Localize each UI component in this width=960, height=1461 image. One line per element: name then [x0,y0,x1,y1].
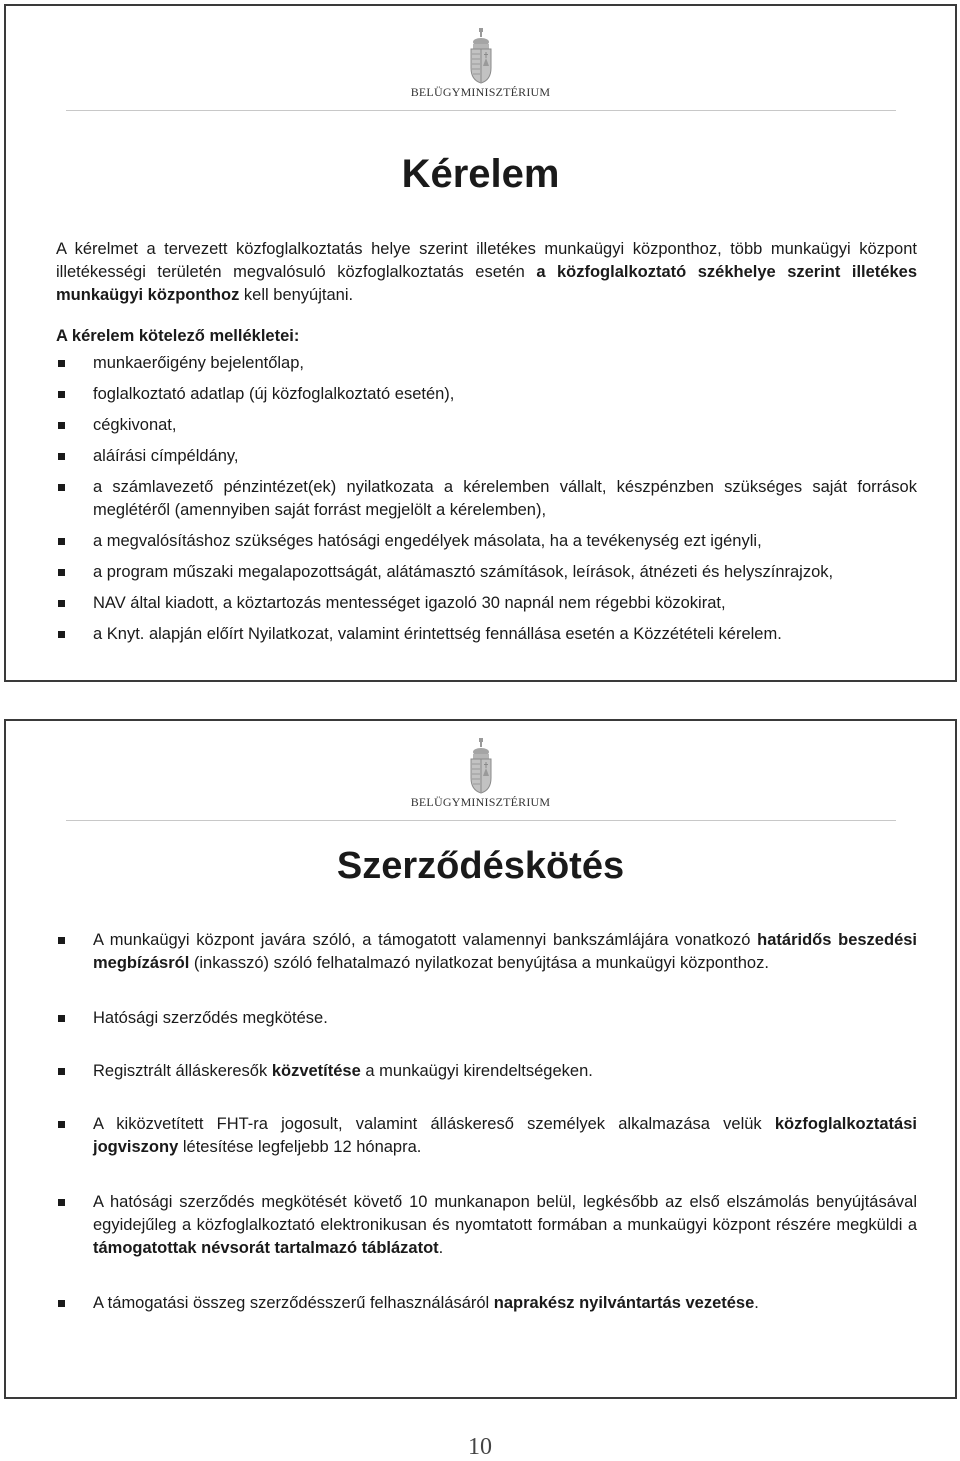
bullet-icon [58,1068,65,1075]
list-item-text: A támogatási összeg szerződésszerű felhasználásáról [93,1294,494,1312]
bullet-icon [58,453,65,460]
bullet-icon [58,538,65,545]
slide-szerzodeskotes [4,719,957,1399]
list-item [56,1292,917,1315]
coat-of-arms-icon [468,738,494,794]
list-item-text: NAV által kiadott, a köztartozás mentességet igazoló 30 napnál nem régebbi közokirat, [93,594,726,612]
ministry-name: BELÜGYMINISZTÉRIUM [410,85,551,99]
slide-content [56,929,917,1347]
page-title: Szerződéskötés [336,845,625,887]
bullet-icon [58,569,65,576]
list-item-text: a Knyt. alapján előírt Nyilatkozat, valamint érintettség fennállása esetén a Közzétételi kérelem. [93,625,782,643]
bullet-icon [58,484,65,491]
list-item-text: Regisztrált álláskeresők [93,1062,272,1080]
list-item [56,592,917,615]
list-item [56,1191,917,1260]
bullet-icon [58,600,65,607]
list-item [56,929,917,975]
list-item [56,1060,917,1083]
intro-text-end: kell benyújtani. [239,286,354,304]
header-divider [66,110,896,111]
list-item-text: a számlavezető pénzintézet(ek) nyilatkozata a kérelemben vállalt, készpénzben szükséges saját források meglétéről (amennyiben saját forrást megjelölt a kérelemben), [93,478,917,519]
list-item-text: aláírási címpéldány, [93,447,239,465]
list-item [56,1007,917,1030]
list-item [56,530,917,553]
list-item-text: a program műszaki megalapozottságát, alátámasztó számítások, leírások, átnézeti és helyszínrajzok, [93,563,834,581]
list-item [56,623,917,646]
list-item [56,561,917,584]
page-number: 10 [468,1434,492,1460]
attachments-heading: A kérelem kötelező mellékletei: [56,327,300,345]
attachments-list [56,352,917,646]
list-item-text: A kiközvetített FHT-ra jogosult, valamint álláskereső személyek alkalmazása velük [93,1115,775,1133]
list-item-bold: közvetítése [271,1062,361,1080]
list-item-text-end: létesítése legfeljebb 12 hónapra. [178,1138,422,1156]
coat-of-arms-icon [468,28,494,84]
list-item-text: a megvalósításhoz szükséges hatósági engedélyek másolata, ha a tevékenység ezt igényli, [93,532,762,550]
ministry-name: BELÜGYMINISZTÉRIUM [410,795,551,809]
list-item-text: munkaerőigény bejelentőlap, [93,354,304,372]
bullet-icon [58,1121,65,1128]
list-item-text: A hatósági szerződés megkötését követő 10 munkanapon belül, legkésőbb az első elszámolás benyújtásával egyidejűleg a közfoglalkoztató elektronikusan és nyomtatott formában a munkaügyi központ részére megküldi a [93,1193,917,1234]
contract-steps-list [56,929,917,1315]
list-item-text: foglalkoztató adatlap (új közfoglalkoztató esetén), [93,385,455,403]
list-item [56,352,917,375]
bullet-icon [58,1015,65,1022]
list-item-bold: közfoglalkoztatási jogviszony [93,1115,917,1156]
list-item-bold: határidős beszedési megbízásról [93,931,918,972]
list-item-bold: naprakész nyilvántartás vezetése [493,1294,755,1312]
intro-text: A kérelmet a tervezett közfoglalkoztatás helye szerint illetékes munkaügyi központhoz, több munkaügyi központ illetékességi területén megvalósuló közfoglalkoztatás esetén [56,240,917,281]
bullet-icon [58,360,65,367]
slide-content [56,238,917,654]
bullet-icon [58,1300,65,1307]
intro-bold-text: a közfoglalkoztató székhelye szerint illetékes munkaügyi központhoz [56,263,917,304]
list-item-text-end: (inkasszó) szóló felhatalmazó nyilatkozat benyújtása a munkaügyi központhoz. [189,954,769,972]
bullet-icon [58,1199,65,1206]
bullet-icon [58,937,65,944]
list-item-text-end: a munkaügyi kirendeltségeken. [360,1062,593,1080]
list-item [56,476,917,522]
list-item-text-end: . [754,1294,759,1312]
list-item-text: A munkaügyi központ javára szóló, a támogatott valamennyi bankszámlájára vonatkozó [93,931,758,949]
list-item [56,383,917,406]
list-item-bold: támogatottak névsorát tartalmazó táblázatot [93,1239,439,1257]
list-item [56,1113,917,1159]
ministry-logo [6,28,955,111]
list-item-text-end: . [438,1239,444,1257]
slide-kerelem [4,4,957,682]
list-item-text: Hatósági szerződés megkötése. [93,1009,328,1027]
list-item [56,414,917,437]
page-title: Kérelem [401,152,560,196]
ministry-logo [6,738,955,821]
bullet-icon [58,391,65,398]
header-divider [66,820,896,821]
bullet-icon [58,631,65,638]
intro-paragraph [56,238,917,307]
list-item [56,445,917,468]
list-item-text: cégkivonat, [93,416,177,434]
bullet-icon [58,422,65,429]
